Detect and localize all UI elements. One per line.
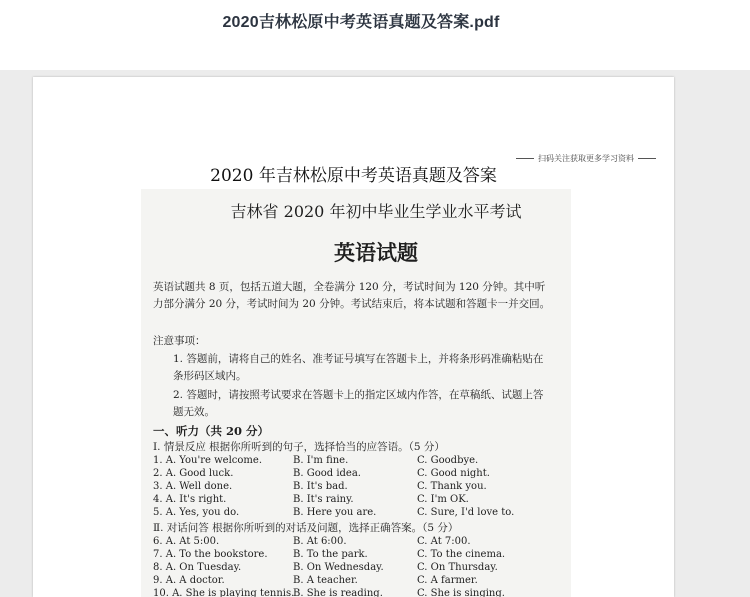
option-a: 10. A. She is playing tennis.: [153, 588, 295, 597]
option-c: C. Sure, I'd love to.: [417, 507, 515, 518]
option-a: 9. A. A doctor.: [153, 575, 225, 586]
option-b: B. Here you are.: [293, 507, 377, 518]
option-b: B. On Wednesday.: [293, 562, 384, 573]
question-row: [153, 507, 553, 520]
option-b: B. At 6:00.: [293, 536, 347, 547]
option-c: C. Good night.: [417, 468, 490, 479]
question-row: [153, 481, 553, 494]
option-a: 6. A. At 5:00.: [153, 536, 220, 547]
notice-label: 注意事项：: [153, 335, 206, 347]
notice-item-2: 2. 答题时，请按照考试要求在答题卡上的指定区域内作答，在草稿纸、试题上答题无效。: [173, 389, 544, 418]
option-a: 1. A. You're welcome.: [153, 455, 262, 466]
exam-title: 吉林省 2020 年初中毕业生学业水平考试: [230, 202, 522, 221]
question-row: [153, 562, 553, 575]
option-a: 4. A. It's right.: [153, 494, 227, 505]
notice-item-1: 1. 答题前，请将自己的姓名、准考证号填写在答题卡上，并将条形码准确粘贴在条形码区域内。: [173, 353, 544, 382]
option-a: 5. A. Yes, you do.: [153, 507, 240, 518]
question-row: [153, 588, 553, 597]
part-2-instructions: Ⅱ. 对话问答 根据你所听到的对话及问题，选择正确答案。（5 分）: [153, 522, 459, 534]
file-title: 2020吉林松原中考英语真题及答案.pdf: [222, 14, 500, 31]
option-c: C. To the cinema.: [417, 549, 506, 560]
option-a: 2. A. Good luck.: [153, 468, 234, 479]
subject-title: 英语试题: [334, 240, 418, 265]
rule-right: [638, 158, 656, 159]
viewer-header: [0, 0, 750, 70]
question-row: [153, 494, 553, 507]
option-c: C. Goodbye.: [417, 455, 479, 466]
document-heading: 2020 年吉林松原中考英语真题及答案: [210, 166, 497, 186]
option-c: C. On Thursday.: [417, 562, 498, 573]
question-row: [153, 575, 553, 588]
question-row: [153, 549, 553, 562]
option-c: C. She is singing.: [417, 588, 505, 597]
option-a: 7. A. To the bookstore.: [153, 549, 268, 560]
section-listening: 一、听力（共 20 分）: [153, 424, 270, 438]
option-a: 3. A. Well done.: [153, 481, 233, 492]
option-b: B. A teacher.: [293, 575, 358, 586]
option-b: B. To the park.: [293, 549, 368, 560]
qr-note-text: 扫码关注获取更多学习资料: [538, 154, 634, 163]
document-page[interactable]: [33, 77, 674, 597]
intro-paragraph: 英语试题共 8 页，包括五道大题，全卷满分 120 分，考试时间为 120 分钟。其中听力部分满分 20 分，考试时间为 20 分钟。考试结束后，将本试题和答题卡一并交回。: [153, 281, 551, 310]
part-1-instructions: Ⅰ. 情景反应 根据你所听到的句子，选择恰当的应答语。（5 分）: [153, 441, 445, 453]
option-b: B. Good idea.: [293, 468, 361, 479]
option-b: B. It's bad.: [293, 481, 348, 492]
scanned-exam-image: [141, 189, 571, 597]
question-row: [153, 455, 553, 468]
rule-left: [516, 158, 534, 159]
option-b: B. It's rainy.: [293, 494, 354, 505]
option-b: B. I'm fine.: [293, 455, 349, 466]
option-b: B. She is reading.: [293, 588, 383, 597]
question-row: [153, 468, 553, 481]
question-row: [153, 536, 553, 549]
option-a: 8. A. On Tuesday.: [153, 562, 242, 573]
option-c: C. I'm OK.: [417, 494, 469, 505]
option-c: C. At 7:00.: [417, 536, 471, 547]
option-c: C. A farmer.: [417, 575, 478, 586]
option-c: C. Thank you.: [417, 481, 487, 492]
